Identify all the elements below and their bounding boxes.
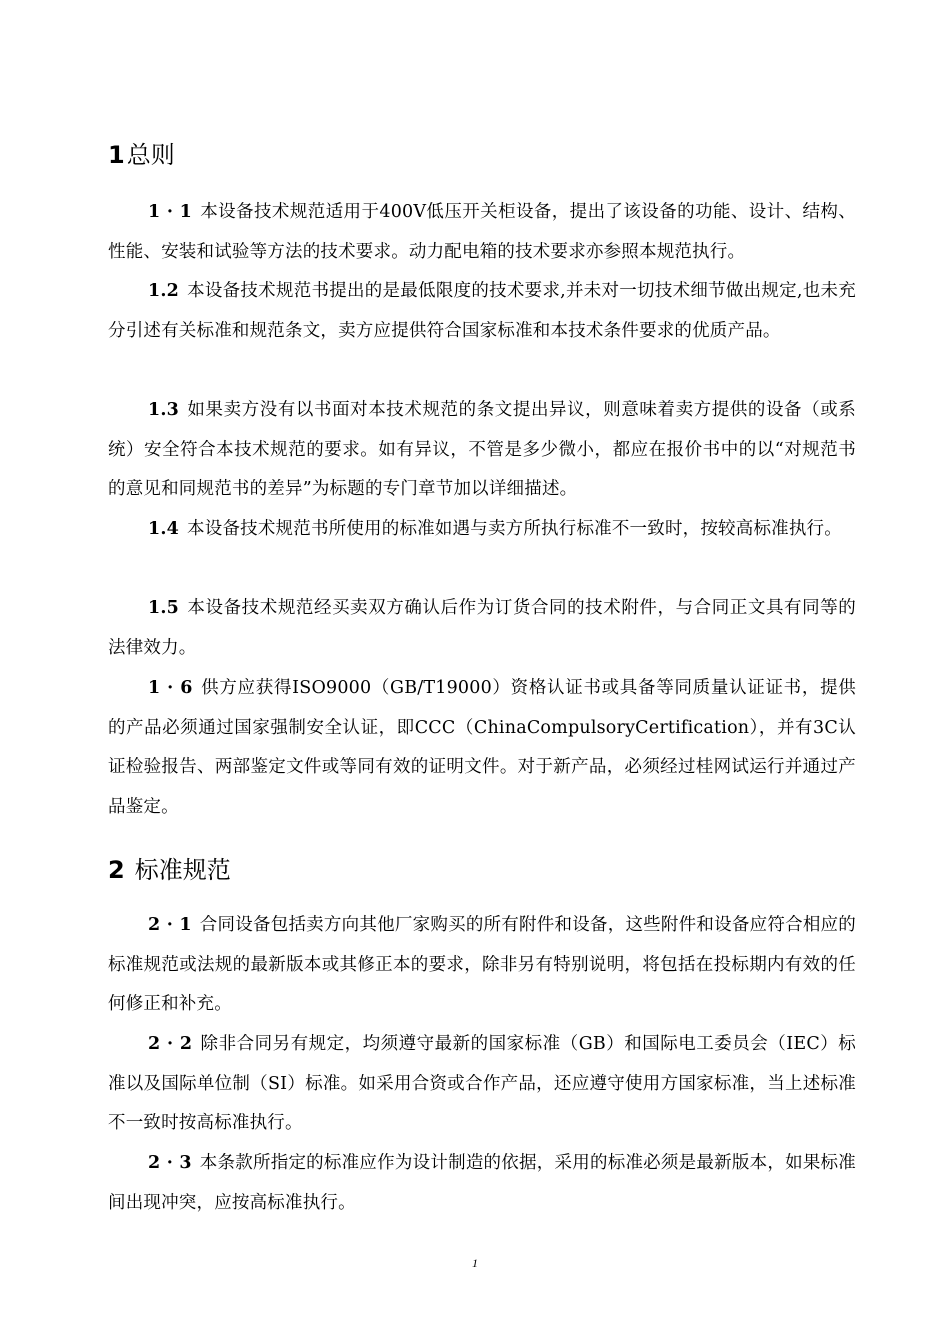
paragraph-number: 2 · 2 [148,1034,193,1054]
section-title: 总则 [126,141,175,169]
paragraph-1-1 [108,193,856,272]
paragraph-number: 2 · 3 [148,1153,192,1173]
paragraph-text: 供方应获得ISO9000（GB/T19000）资格认证书或具备等同质量认证证书，提供的产品必须通过国家强制安全认证，即CCC（ChinaCompulsoryCertification），并有3C认证检验报告、两部鉴定文件或等同有效的证明文件。对于新产品，必须经过桂网试运行并通过产品鉴定。 [108,678,856,817]
section-number: 2 [108,856,125,884]
section-number: 1 [108,141,125,169]
paragraph-1-6 [108,669,856,827]
section-2-heading [108,855,231,885]
paragraph-2-3 [108,1144,856,1223]
section-1-heading [108,140,175,170]
paragraph-text: 合同设备包括卖方向其他厂家购买的所有附件和设备，这些附件和设备应符合相应的标准规范或法规的最新版本或其修正本的要求，除非另有特别说明，将包括在投标期内有效的任何修正和补充。 [108,915,856,1014]
paragraph-text: 本条款所指定的标准应作为设计制造的依据，采用的标准必须是最新版本，如果标准间出现冲突，应按高标准执行。 [108,1153,856,1213]
paragraph-number: 2 · 1 [148,915,192,935]
paragraph-number: 1.5 [148,598,180,618]
paragraph-1-4 [108,510,856,550]
paragraph-2-1 [108,906,856,1025]
paragraph-number: 1.4 [148,519,180,539]
paragraph-1-2 [108,272,856,351]
paragraph-text: 本设备技术规范书所使用的标准如遇与卖方所执行标准不一致时，按较高标准执行。 [187,519,842,539]
paragraph-text: 如果卖方没有以书面对本技术规范的条文提出异议，则意味着卖方提供的设备（或系统）安全符合本技术规范的要求。如有异议，不管是多少微小，都应在报价书中的以“对规范书的意见和同规范书的差异”为标题的专门章节加以详细描述。 [108,400,856,499]
paragraph-text: 本设备技术规范书提出的是最低限度的技术要求,并未对一切技术细节做出规定,也未充分引述有关标准和规范条文，卖方应提供符合国家标准和本技术条件要求的优质产品。 [108,281,856,341]
paragraph-2-2 [108,1025,856,1144]
paragraph-number: 1 · 6 [148,678,193,698]
paragraph-number: 1 · 1 [148,202,193,222]
paragraph-text: 本设备技术规范适用于400V低压开关柜设备，提出了该设备的功能、设计、结构、性能、安装和试验等方法的技术要求。动力配电箱的技术要求亦参照本规范执行。 [108,202,857,262]
paragraph-1-5 [108,589,856,668]
paragraph-1-3 [108,391,856,510]
paragraph-text: 除非合同另有规定，均须遵守最新的国家标准（GB）和国际电工委员会（IEC）标准以及国际单位制（SI）标准。如采用合资或合作产品，还应遵守使用方国家标准，当上述标准不一致时按高标准执行。 [108,1034,856,1133]
page-number: 1 [472,1256,478,1270]
paragraph-number: 1.2 [148,281,180,301]
paragraph-text: 本设备技术规范经买卖双方确认后作为订货合同的技术附件，与合同正文具有同等的法律效力。 [108,598,856,658]
section-title: 标准规范 [134,856,231,884]
paragraph-number: 1.3 [148,400,180,420]
